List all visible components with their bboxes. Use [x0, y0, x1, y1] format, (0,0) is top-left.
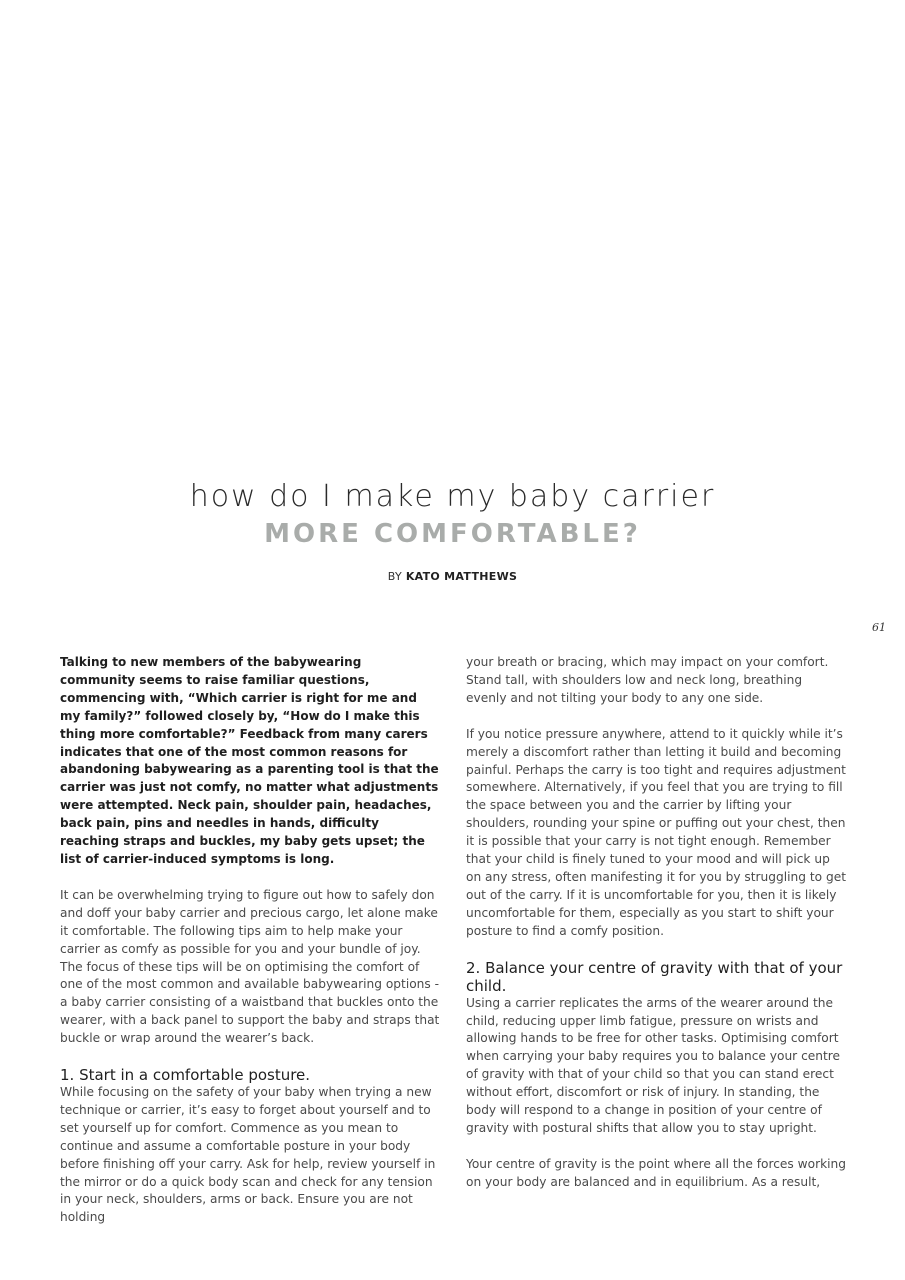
body-paragraph: Your centre of gravity is the point where all the forces working on your body are balanced and in equilibrium. As a result, [466, 1156, 846, 1189]
body-paragraph: While focusing on the safety of your baby when trying a new technique or carrier, it’s easy to forget about yourself and to set yourself up for comfort. Commence as you mean to continue and assume a comfortable posture in your body before finishing off your carry. Ask for help, review yourself in the mirror or do a quick body scan and check for any tension in your neck, shoulders, arms or back. Ensure you are not holding [60, 1085, 436, 1225]
page-number: 61 [872, 621, 886, 634]
byline-prefix: BY [387, 570, 403, 583]
section-heading-1: 1. Start in a comfortable posture. [60, 1066, 311, 1085]
article-subtitle: MORE COMFORTABLE? [264, 519, 641, 549]
article-header [0, 478, 905, 583]
section-heading-2: 2. Balance your centre of gravity with that of your child. [466, 958, 843, 995]
byline [0, 570, 905, 583]
body-paragraph: your breath or bracing, which may impact on your comfort. Stand tall, with shoulders low and neck long, breathing evenly and not tilting your body to any one side. [466, 655, 829, 705]
body-paragraph: Using a carrier replicates the arms of the wearer around the child, reducing upper limb fatigue, pressure on wrists and allowing hands to be free for other tasks. Optimising comfort when carrying your baby requires you to balance your centre of gravity with that of your child so that you can stand erect without effort, discomfort or risk of injury. In standing, the body will respond to a change in position of your centre of gravity with postural shifts that allow you to stay upright. [466, 995, 841, 1135]
article-title: how do I make my baby carrier [189, 479, 716, 514]
left-column [60, 654, 440, 1245]
right-column [466, 654, 846, 1210]
byline-author: KATO MATTHEWS [405, 570, 518, 583]
body-paragraph: It can be overwhelming trying to figure out how to safely don and doff your baby carrier and precious cargo, let alone make it comfortable. The following tips aim to help make your carrier as comfy as possible for you and your bundle of joy. The focus of these tips will be on optimising the comfort of one of the most common and available babywearing options - a baby carrier consisting of a waistband that buckles onto the wearer, with a back panel to support the baby and straps that buckle or wrap around the wearer’s back. [60, 887, 440, 1046]
lead-paragraph: Talking to new members of the babywearing community seems to raise familiar questions, commencing with, “Which carrier is right for me and my family?” followed closely by, “How do I make this thing more comfortable?” Feedback from many carers indicates that one of the most common reasons for abandoning babywearing as a parenting tool is that the carrier was just not comfy, no matter what adjustments were attempted. Neck pain, shoulder pain, headaches, back pain, pins and needles in hands, difficulty reaching straps and buckles, my baby gets upset; the list of carrier-induced symptoms is long. [60, 655, 439, 866]
body-paragraph: If you notice pressure anywhere, attend to it quickly while it’s merely a discomfort rather than letting it build and becoming painful. Perhaps the carry is too tight and requires adjustment somewhere. Alternatively, if you feel that you are trying to fill the space between you and the carrier by lifting your shoulders, rounding your spine or puffing out your chest, then it is possible that your carry is not tight enough. Remember that your child is finely tuned to your mood and will pick up on any stress, often manifesting it for you by struggling to get out of the carry. If it is uncomfortable for you, then it is likely uncomfortable for them, especially as you start to shift your posture to find a comfy position. [466, 726, 846, 938]
